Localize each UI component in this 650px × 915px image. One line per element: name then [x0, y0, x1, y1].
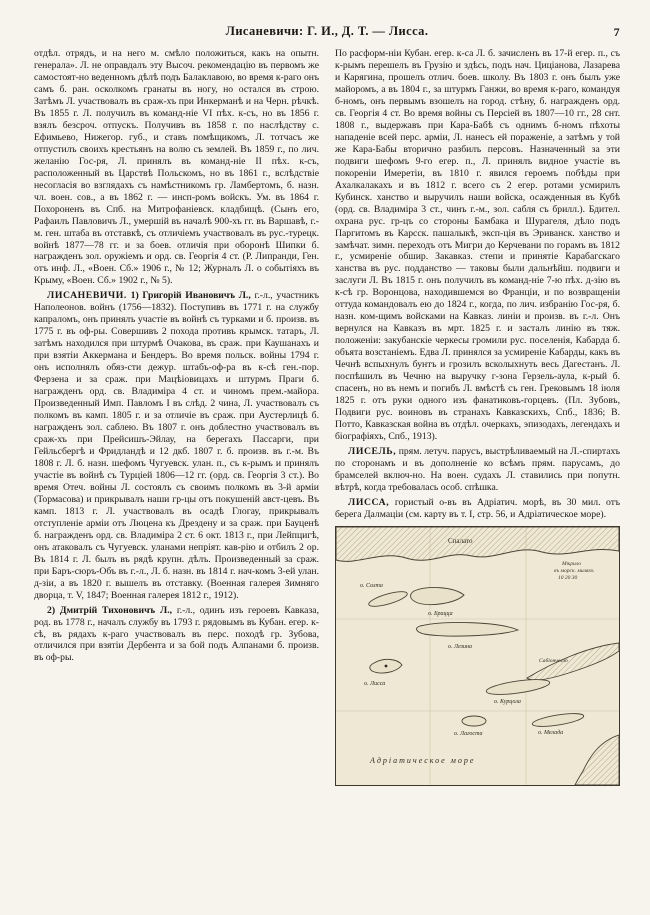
left-column	[34, 48, 319, 786]
paragraph-continuation: отдѣл. отрядъ, и на него м. смѣло положиться, какъ на опытн. генерала». Л. не оправдалъ эту Высоч. рекомендацію въ первомъ же самостоят-но веденномъ дѣлѣ подъ Балаклавою, во время к-раго онъ самъ б. ран. осколкомъ гранаты въ ногу, но остался въ строю. Затѣмъ Л. участвовалъ въ сраж-хъ при Инкерманѣ и на Черн. рѣчкѣ. Въ 1855 г. Л. получилъ въ команд-ніе VI пѣх. к-съ, но въ 1856 г. взялъ безсроч. отпускъ. Получивъ въ 1858 г. по наслѣдству с. Ефимьево, Нижегор. губ., и ставъ помѣщикомъ, Л. тотчасъ же отпустилъ своихъ крестьянъ на волю съ землей. Въ 1859 г., по лич. желанію Гос-ря, Л. принялъ въ команд-ніе II пѣх. к-съ, расположенный въ Царствѣ Польскомъ, но въ 1861 г., вслѣдствіе несогласія во взглядахъ съ намѣстникомъ гр. Ламбертомъ, б. назн. чл. воен. сов., а въ 1862 г. — инсп-ромъ войскъ. Ум. въ 1864 г. Похороненъ въ Спб. на Митрофаніевск. кладбищѣ. (Сынъ его, Рафаилъ Павловичъ Л., умершій въ началѣ 900-хъ гг. въ Варшавѣ, г.-м. ген. штаба въ отставкѣ, съ отличіемъ участвовалъ въ рус.-турецк. войнѣ 1877—78 гг. и за боев. отличія при оборонѣ Шипки б. награжденъ зол. оружіемъ и орд. св. Георгія 4 ст. (Р. Липранди, Ген. отъ инф. Л., «Воен. Сб.» 1906 г., № 12; Журналъ Л. о событіяхъ въ Крыму, «Воен. Сб.» 1902 г., № 5).	[34, 48, 319, 287]
running-header	[34, 24, 620, 39]
map-label-solta: о. Солта	[360, 582, 383, 589]
lissa-town-dot	[385, 664, 388, 667]
map-label-lagosta: о. Лагоста	[454, 730, 483, 737]
right-column	[335, 48, 620, 786]
lisel-text: прям. летуч. парусъ, выстрѣливаемый на Л.-спиртахъ по сторонамъ и въ дополненіе ко всѣмъ прям. парусамъ, до брамселей включ-но. На воен. судахъ Л. ставились при попутн. вѣтрѣ, когда требовалась особ. спѣшка.	[335, 445, 620, 493]
map-label-lesina: о. Лезина	[448, 643, 472, 650]
map-label-sabioncello: Сабіончелло	[539, 657, 568, 664]
article-lissa	[335, 497, 620, 521]
map-label-curzola: о. Курцола	[494, 698, 521, 705]
island-lesina	[417, 622, 518, 636]
running-header-title: Лисаневичи: Г. И., Д. Т. — Лисса.	[225, 24, 429, 38]
article-lisel	[335, 446, 620, 494]
entry2-paragraph	[34, 605, 319, 665]
map-label-spalato: Спалато	[448, 536, 473, 545]
map-scale-note-line3: 10 20 30	[558, 574, 578, 581]
map-label-lissa: о. Лисса	[364, 680, 386, 687]
entry2-continued-paragraph: По расформ-ніи Кубан. егер. к-са Л. б. зачисленъ въ 17-й егер. п., съ к-рымъ перешелъ въ Грузію и здѣсь, подъ нач. Циціанова, Лазарева и Карягина, прошелъ отлич. боев. школу. Въ 1803 г. онъ былъ уже майоромъ, а въ 1804 г., за штурмъ Ганжи, во время к-раго, командуя б-номъ, онъ первымъ взошелъ на город. стѣну, б. награжденъ орд. св. Георгія 4 ст. Во время войны съ Персіей въ 1807—10 гг., 28 снт. 1808 г., выдержавъ при Кара-Бабѣ съ однимъ б-номъ пѣхоты нападеніе всей перс. арміи, Л. нанесъ ей пораженіе, а затѣмъ у той же Кара-Бабы вторично разбилъ персовъ. Назначенный за эти подвиги шефомъ 9-го егер. п., Л. принялъ видное участіе въ покореніи Имеретіи, въ 1810 г. явился героемъ побѣды при Ахалкалакахъ и въ 1812 г. всего съ 2 егер. ротами усмирилъ Кубинск. ханство и выручилъ наши войска, осажденныя въ Кубѣ (орд. св. Владиміра 3 ст., чинъ г.-м., зол. сабля съ брилл.). Бдител. охрана рус. гр-цъ со стороны Бамбака и Шурагеля, дѣло подъ Паргитомъ въ Карсск. пашалыкѣ, эксп-ція въ Эриванск. ханство и замѣчат. зимн. переходъ отъ Мигри до Керчевани по горамъ въ 1812 г., усмиреніе обшир. Закавказ. степи и принятіе Карабагскаго ханства въ рус. подданство — таковы были дальнѣйш. подвиги и заслуги Л. Въ 1815 г. онъ получилъ въ команд-ніе 7-ю пѣх. д-зію въ к-сѣ гр. Воронцова, находившемся во Франціи, и по возвращеніи оттуда командовалъ ею до 1824 г., когда, по лич. избранію Гос-ря, б. назн. ком-щимъ войсками на Кавказ. линіи и произв. въ г.-л. Онъ вернулся на Кавказъ въ мрт. 1825 г. и засталъ линію въ тяж. положеніи: закубанскіе черкесы громили рус. поселенія, Кабарда б. объята возстаніемъ. Едва Л. принялся за усмиреніе Кабарды, какъ въ Чечнѣ вспыхнулъ бунтъ и грозилъ всколыхнуть весь Дагестанъ. Л. поспѣшилъ въ Чечню на выручку г-зона Герзель-аула, к-рый б. спасенъ, но въ немъ и погибъ Л. вмѣстѣ съ ген. Грековымъ 18 іюля 1825 г. отъ руки одного изъ фанатиковъ-горцевъ. (Пл. Зубовъ, Подвиги рус. воиновъ въ странахъ Кавказскихъ, Спб., 1836; В. Потто, Кавказская война въ отдѣл. очеркахъ, эпизодахъ, легендахъ и біографіяхъ, Спб., 1913).	[335, 48, 620, 442]
map-mainland-coast	[336, 527, 619, 561]
article-headword-lisel: ЛИСЕЛЬ,	[348, 445, 397, 457]
island-curzola	[485, 676, 550, 697]
article-lisanevichi	[34, 290, 319, 601]
island-lagosta	[462, 716, 486, 726]
map-ragusa-coast	[575, 735, 619, 785]
map-label-brazza: о. Брацца	[428, 610, 453, 617]
entry2-text: г.-л., одинъ изъ героевъ Кавказа, род. въ 1778 г., началъ службу въ 1793 г. рядовымъ въ Кубан. егер. к-сѣ, въ рядахъ к-раго участвовалъ въ перс. походѣ гр. Зубова, отличился при взятіи Дербента и за бой подъ Алпанами б. произв. въ оф-ры.	[34, 604, 320, 664]
two-column-text-block	[34, 48, 620, 786]
island-solta	[367, 588, 408, 609]
island-meleda	[532, 711, 585, 729]
article-headword-lissa: ЛИССА,	[348, 496, 390, 508]
page-number: 7	[613, 25, 620, 39]
map-scale-note-line1: Мѣрило	[562, 560, 581, 567]
island-brazza	[411, 587, 464, 604]
map-figure	[335, 526, 620, 786]
map-scale-note-line2: въ морск. миляхъ	[554, 567, 594, 574]
map-scale-note	[554, 561, 594, 581]
article-headword-lisanevichi: ЛИСАНЕВИЧИ.	[47, 290, 127, 302]
entry2-lead: 2) Дмитрій Тихоновичъ Л.,	[47, 604, 173, 616]
lissa-text: гористый о-въ въ Адріатич. морѣ, въ 30 мил. отъ берега Далмаціи (см. карту въ т. I, стр. 56, и Адріатическое море).	[335, 496, 620, 520]
entry1-text: г.-л., участникъ Наполеонов. войнъ (1756—1832). Поступивъ въ 1771 г. на службу капраломъ, онъ принялъ участіе въ войнѣ съ турками и б. произв. въ 1775 г. въ оф-ры. Совершивъ 2 похода противъ крымск. татаръ, Л. затѣмъ находился при штурмѣ Очакова, въ сраж. при Каушанахъ и при взятіи Аккермана и Бендеръ. Во время польск. войны 1794 г. онъ исполнялъ обяз-сти дежур. штабъ-оф-ра въ к-сѣ ген.-пор. Ферзена и за сраж. при Мацѣіовицахъ и штурмъ Праги б. награжденъ орд. св. Владиміра 4 ст. и чиномъ прем.-майора. Произведенный Имп. Павломъ I въ слѣд. 2 чина, Л. участвовалъ съ полкомъ въ камп. 1805 г. и за отличіе въ сраж. при Аустерлицѣ б. награжденъ зол. саблею. Въ 1807 г. онъ доблестно участвовалъ въ сраж-хъ при Прейсишъ-Эйлау, на берегахъ Пассарги, при Гейльсбергѣ и Фридландѣ и 12 дкб. 1807 г. б. произв. въ г.-м. Въ 1808 г. Л. б. назн. шефомъ Чугуевск. улан. п., съ к-рымъ и принялъ участіе въ войнѣ съ Турціей 1806—12 гг. (орд. св. Георгія 3 ст.). Во время Отеч. войны Л. состоялъ съ своимъ полкомъ въ 3-й арміи (Тормасова) и прикрывалъ наши гр-цы отъ покушеній авст-цевъ. Въ камп. 1813 г. Л. участвовалъ въ осадѣ Глогау, прикрывалъ отступленіе арміи отъ Люцена къ Дрездену и за сраж. при Бауценѣ б. награжденъ орд. св. Владиміра 2 ст. 6 окт. 1813 г., при Лейпцигѣ, онъ атаковалъ съ Чугуевск. уланами непріят. кав-рію и отбилъ 2 ор. Въ 1814 г. Л. былъ въ рядѣ крупн. дѣлъ. Произведенный за сраж. при Баръ-сюръ-Объ въ г.-л., Л. б. назн. въ 1814 г. нач-комъ 3-ей улан. д-зіи, а въ 1820 г. вышелъ въ отставку. (Военная галерея Зимняго дворца, т. V, 1847; Военная галерея 1812 г., 1912).	[34, 290, 320, 601]
map-label-meleda: о. Мелада	[538, 729, 564, 736]
entry1-lead: 1) Григорій Ивановичъ Л.,	[130, 290, 251, 302]
map-label-adriatic-sea: Адріатическое море	[370, 755, 476, 765]
map-labels	[360, 537, 568, 765]
adriatic-dalmatia-map	[335, 526, 620, 786]
